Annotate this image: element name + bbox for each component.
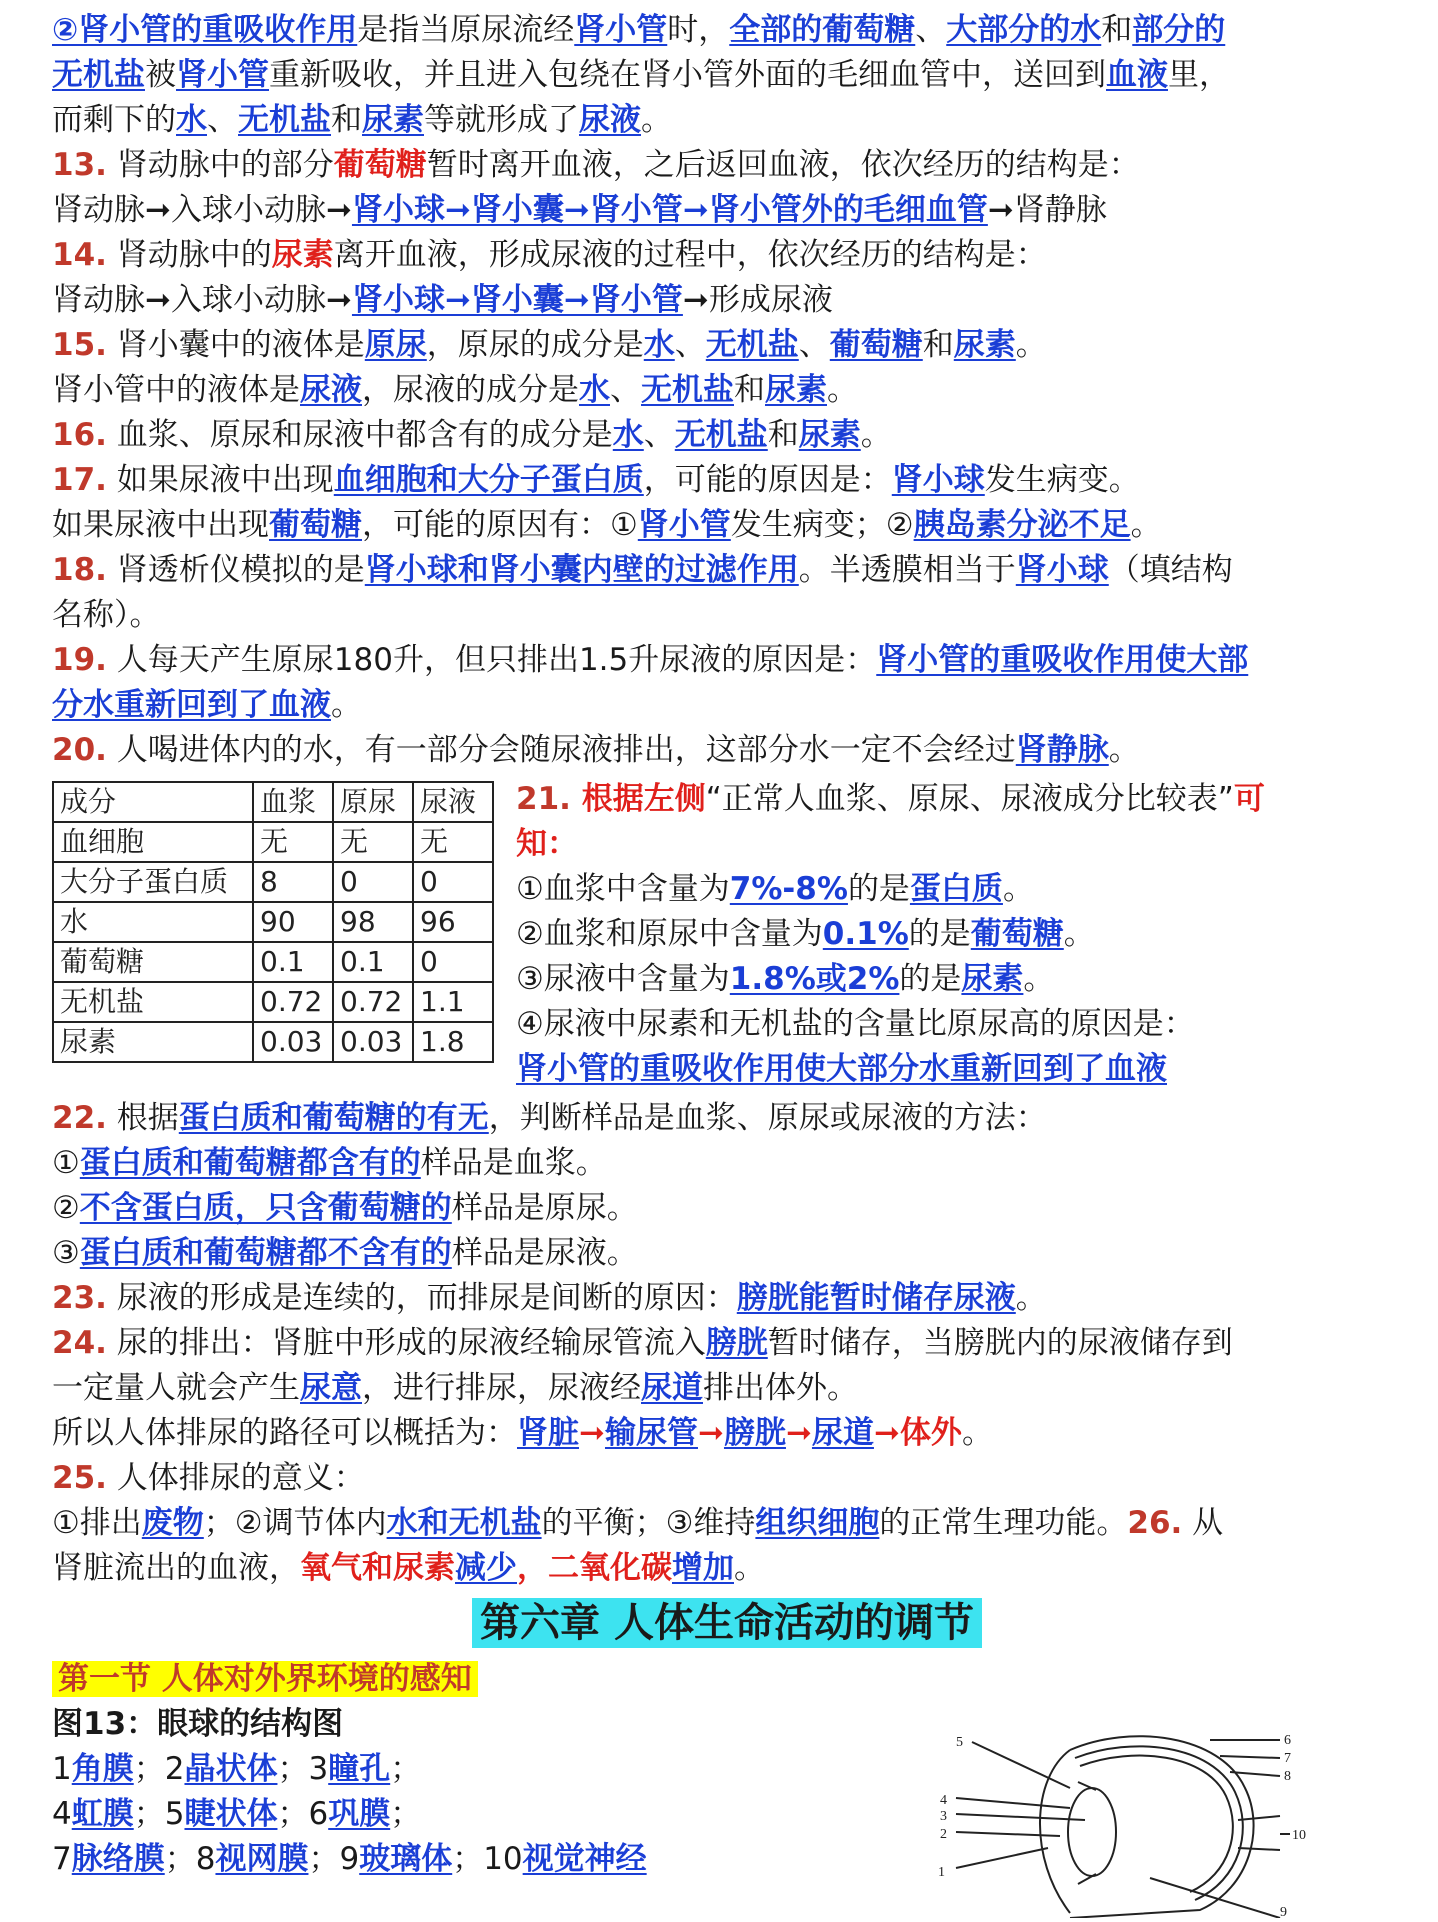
table-and-q21 xyxy=(52,777,1402,1092)
text: 人每天产生原尿180升，但只排出1.5升尿液的原因是： xyxy=(106,642,877,678)
answer: 组织细胞 xyxy=(755,1505,880,1541)
table-cell: 血细胞 xyxy=(53,822,253,862)
leader-line xyxy=(956,1832,1060,1836)
text: ➞形成尿液 xyxy=(682,282,833,318)
question-number: 14. xyxy=(52,237,107,273)
answer: 膀胱 xyxy=(723,1415,786,1451)
text: 发生病变；② xyxy=(730,507,914,543)
eye-label: 3 xyxy=(940,1809,947,1824)
text: ； xyxy=(390,1751,422,1787)
text: ； xyxy=(390,1796,422,1832)
optic-nerve-shape xyxy=(1238,1816,1280,1850)
p12-line-2 xyxy=(52,53,1402,98)
table-cell: 8 xyxy=(253,862,333,902)
q24-line-1 xyxy=(52,1321,1402,1366)
text: 的平衡；③维持 xyxy=(541,1505,756,1541)
text: 、 xyxy=(207,102,238,138)
answer: 0.1% xyxy=(822,916,909,952)
answer: 睫状体 xyxy=(184,1796,278,1832)
text: ；6 xyxy=(277,1796,329,1832)
text: 的正常生理功能。 xyxy=(879,1505,1128,1541)
text: 样品是原尿。 xyxy=(451,1190,638,1226)
q23-line xyxy=(52,1276,1402,1321)
table-cell: 0.1 xyxy=(253,942,333,982)
lens-shape xyxy=(1068,1788,1116,1876)
answer: 肾小管的重吸收作用使大部分水重新回到了血液 xyxy=(516,1051,1167,1087)
eye-label: 2 xyxy=(940,1827,947,1842)
text: ；8 xyxy=(164,1841,216,1877)
text: 从 xyxy=(1182,1505,1224,1541)
table-cell: 无 xyxy=(333,822,413,862)
text: 如果尿液中出现 xyxy=(106,462,334,498)
table-cell: 90 xyxy=(253,902,333,942)
text: （填结构 xyxy=(1108,552,1233,588)
q25-line-1 xyxy=(52,1456,1402,1501)
answer: ②肾小管的重吸收作用 xyxy=(52,12,358,48)
answer: 水 xyxy=(579,372,610,408)
answer: 晶状体 xyxy=(184,1751,278,1787)
text: 、 xyxy=(915,12,947,48)
composition-table xyxy=(52,781,494,1063)
question-number: 18. xyxy=(52,552,107,588)
eye-label: 4 xyxy=(940,1793,947,1808)
text: 和 xyxy=(767,417,799,453)
text: ② xyxy=(52,1190,80,1226)
section-title: 第一节 人体对外界环境的感知 xyxy=(52,1661,478,1697)
eye-label: 1 xyxy=(938,1865,945,1880)
choroid-shape xyxy=(1075,1746,1243,1900)
text: 。 xyxy=(1063,916,1095,952)
question-number: 25. xyxy=(52,1460,107,1496)
answer: 葡萄糖 xyxy=(970,916,1064,952)
text: 和 xyxy=(331,102,362,138)
q21-item-2 xyxy=(516,912,1386,957)
answer: 肾小球➞肾小囊➞肾小管➞肾小管外的毛细血管 xyxy=(351,192,988,228)
table-header-cell: 尿液 xyxy=(413,782,493,822)
answer: 肾小球和肾小囊内壁的过滤作用 xyxy=(364,552,799,588)
highlight: 根据左侧 xyxy=(570,781,706,817)
text: ；3 xyxy=(277,1751,329,1787)
question-number: 20. xyxy=(52,732,107,768)
text: 暂时储存，当膀胱内的尿液储存到 xyxy=(767,1325,1233,1361)
answer: 尿素 xyxy=(765,372,827,408)
arrow: ➞ xyxy=(697,1415,724,1451)
cornea-shape xyxy=(1040,1750,1070,1913)
table-cell: 0 xyxy=(413,942,493,982)
table-header-row xyxy=(53,782,493,822)
answer: 7%-8% xyxy=(729,871,848,907)
answer: 无机盐 xyxy=(674,417,768,453)
q21-item-4 xyxy=(516,1002,1386,1047)
q22-item-2 xyxy=(52,1186,1402,1231)
text: 名称）。 xyxy=(52,597,161,633)
q21-line-2 xyxy=(516,822,1386,867)
text: 的是 xyxy=(899,961,962,997)
answer: 无机盐 xyxy=(238,102,331,138)
text: ①排出 xyxy=(52,1505,142,1541)
text: ；②调节体内 xyxy=(203,1505,387,1541)
answer: 肾脏 xyxy=(517,1415,579,1451)
table-cell: 1.1 xyxy=(413,982,493,1022)
q21-block xyxy=(516,777,1386,1092)
answer: 巩膜 xyxy=(328,1796,391,1832)
text: 和 xyxy=(922,327,954,363)
table-row xyxy=(53,822,493,862)
table-cell: 无机盐 xyxy=(53,982,253,1022)
q20-line xyxy=(52,728,1402,773)
table-cell: 0.1 xyxy=(333,942,413,982)
answer: 肾小球 xyxy=(1015,552,1109,588)
arrow: ➞ xyxy=(873,1415,900,1451)
text: 、 xyxy=(798,327,830,363)
answer: 视觉神经 xyxy=(522,1841,647,1877)
answer: 尿道 xyxy=(811,1415,874,1451)
answer: 水和无机盐 xyxy=(386,1505,542,1541)
text: 肾透析仪模拟的是 xyxy=(106,552,365,588)
leader-line xyxy=(956,1798,1070,1808)
highlight: 体外 xyxy=(899,1415,962,1451)
text: 人喝进体内的水，有一部分会随尿液排出，这部分水一定不会经过 xyxy=(106,732,1016,768)
text: 肾动脉中的 xyxy=(106,237,272,273)
text: 尿液的形成是连续的，而排尿是间断的原因： xyxy=(106,1280,737,1316)
question-number: 21. xyxy=(516,781,571,817)
text: 4 xyxy=(52,1796,72,1832)
text: 。 xyxy=(641,102,672,138)
text: 尿的排出：肾脏中形成的尿液经输尿管流入 xyxy=(106,1325,706,1361)
text: ，判断样品是血浆、原尿或尿液的方法： xyxy=(488,1100,1047,1136)
answer: 尿素 xyxy=(961,961,1024,997)
text: 发生病变。 xyxy=(984,462,1140,498)
text: 肾动脉中的部分 xyxy=(106,147,334,183)
answer: 减少 xyxy=(455,1550,517,1586)
figure-title: 图13：眼球的结构图 xyxy=(52,1706,344,1742)
text: ；2 xyxy=(133,1751,185,1787)
table-cell: 0 xyxy=(413,862,493,902)
text: 和 xyxy=(734,372,765,408)
table-cell: 0.72 xyxy=(333,982,413,1022)
table-cell: 水 xyxy=(53,902,253,942)
table-row xyxy=(53,862,493,902)
q18-line-1 xyxy=(52,548,1402,593)
text: 肾动脉➞入球小动脉➞ xyxy=(52,192,352,228)
text: ；5 xyxy=(133,1796,185,1832)
answer: 肾静脉 xyxy=(1015,732,1109,768)
table-cell: 无 xyxy=(253,822,333,862)
text: 。 xyxy=(1108,732,1140,768)
text: ，原尿的成分是 xyxy=(426,327,644,363)
answer: 肾小球➞肾小囊➞肾小管 xyxy=(351,282,683,318)
answer: 肾小管 xyxy=(574,12,668,48)
text: 。 xyxy=(827,372,858,408)
answer: 胰岛素分泌不足 xyxy=(913,507,1131,543)
text: 。 xyxy=(1015,1280,1047,1316)
text: 重新吸收，并且进入包绕在肾小管外面的毛细血管中，送回到 xyxy=(269,57,1106,93)
text: 。 xyxy=(1015,327,1047,363)
text: 。 xyxy=(331,687,362,723)
leader-line xyxy=(1220,1756,1280,1758)
q24-line-3 xyxy=(52,1411,1402,1456)
text: 的是 xyxy=(847,871,910,907)
q21-item-4-answer xyxy=(516,1047,1386,1092)
text: 肾动脉➞入球小动脉➞ xyxy=(52,282,352,318)
highlight: 尿素 xyxy=(271,237,334,273)
text: 一定量人就会产生 xyxy=(52,1370,300,1406)
text: 血浆、原尿和尿液中都含有的成分是 xyxy=(106,417,613,453)
answer: 废物 xyxy=(141,1505,204,1541)
text: ③尿液中含量为 xyxy=(516,961,730,997)
answer: 肾小管 xyxy=(176,57,269,93)
answer: 蛋白质和葡萄糖都不含有的 xyxy=(79,1235,452,1271)
text: 7 xyxy=(52,1841,72,1877)
text: 人体排尿的意义： xyxy=(106,1460,365,1496)
table-cell: 0.72 xyxy=(253,982,333,1022)
text: ① xyxy=(52,1145,80,1181)
text: ，可能的原因有：① xyxy=(362,507,638,543)
answer: 虹膜 xyxy=(71,1796,134,1832)
section-heading xyxy=(52,1657,1402,1702)
q14-line-2 xyxy=(52,278,1402,323)
table-header-cell: 成分 xyxy=(53,782,253,822)
text: 等就形成了 xyxy=(424,102,579,138)
answer: 无机盐 xyxy=(641,372,734,408)
question-number: 23. xyxy=(52,1280,107,1316)
answer: 1.8%或2% xyxy=(729,961,900,997)
q24-line-2 xyxy=(52,1366,1402,1411)
text: 。 xyxy=(860,417,892,453)
table-cell: 1.8 xyxy=(413,1022,493,1062)
text: ②血浆和原尿中含量为 xyxy=(516,916,823,952)
chapter-title: 第六章 人体生命活动的调节 xyxy=(472,1598,982,1648)
highlight: 葡萄糖 xyxy=(333,147,427,183)
answer: 尿素 xyxy=(953,327,1016,363)
table-row xyxy=(53,1022,493,1062)
table-cell: 无 xyxy=(413,822,493,862)
table-cell: 大分子蛋白质 xyxy=(53,862,253,902)
table-row xyxy=(53,942,493,982)
answer: 脉络膜 xyxy=(71,1841,165,1877)
text: 、 xyxy=(674,327,706,363)
highlight: ，二氧化碳 xyxy=(517,1550,672,1586)
answer: 肾小管的重吸收作用使大部 xyxy=(876,642,1249,678)
q25-line-2 xyxy=(52,1501,1402,1546)
question-number: 19. xyxy=(52,642,107,678)
answer: 原尿 xyxy=(364,327,427,363)
answer: 肾小管 xyxy=(637,507,731,543)
text: 肾脏流出的血液， xyxy=(52,1550,300,1586)
answer: 尿道 xyxy=(641,1370,703,1406)
sclera-shape xyxy=(1070,1736,1254,1918)
answer: 分水重新回到了血液 xyxy=(52,687,331,723)
table-cell: 0.03 xyxy=(333,1022,413,1062)
text: ①血浆中含量为 xyxy=(516,871,730,907)
answer: 尿意 xyxy=(300,1370,362,1406)
text: 。 xyxy=(1002,871,1034,907)
table-cell: 0 xyxy=(333,862,413,902)
answer: 无机盐 xyxy=(52,57,145,93)
question-number: 15. xyxy=(52,327,107,363)
q21-line-1 xyxy=(516,777,1386,822)
answer: 增加 xyxy=(672,1550,734,1586)
text: 样品是尿液。 xyxy=(451,1235,638,1271)
text: 和 xyxy=(1101,12,1133,48)
q14-line-1 xyxy=(52,233,1402,278)
eye-label: 7 xyxy=(1284,1751,1291,1766)
arrow: ➞ xyxy=(579,1415,605,1451)
text: 里， xyxy=(1168,57,1230,93)
text: 离开血液，形成尿液的过程中，依次经历的结构是： xyxy=(333,237,1047,273)
answer: 瞳孔 xyxy=(328,1751,391,1787)
table-header-cell: 原尿 xyxy=(333,782,413,822)
eye-label: 10 xyxy=(1292,1828,1306,1843)
text: 、 xyxy=(643,417,675,453)
answer: 蛋白质和葡萄糖的有无 xyxy=(178,1100,489,1136)
text: 是指当原尿流经 xyxy=(357,12,575,48)
eye-label: 8 xyxy=(1284,1769,1291,1784)
text: 暂时离开血液，之后返回血液，依次经历的结构是： xyxy=(426,147,1140,183)
answer: 玻璃体 xyxy=(359,1841,453,1877)
q22-line-1 xyxy=(52,1096,1402,1141)
text: ➞肾静脉 xyxy=(987,192,1107,228)
answer: 水 xyxy=(612,417,644,453)
q19-line-1 xyxy=(52,638,1402,683)
q13-line-2 xyxy=(52,188,1402,233)
answer: 尿液 xyxy=(579,102,641,138)
table-cell: 96 xyxy=(413,902,493,942)
leader-line xyxy=(956,1814,1085,1820)
iris-shape xyxy=(1078,1782,1096,1884)
answer: 无机盐 xyxy=(705,327,799,363)
q21-item-3 xyxy=(516,957,1386,1002)
table-cell: 98 xyxy=(333,902,413,942)
q26-line xyxy=(52,1546,1402,1591)
table-row xyxy=(53,902,493,942)
text: ，进行排尿，尿液经 xyxy=(362,1370,641,1406)
text: ；10 xyxy=(452,1841,523,1877)
text: 而剩下的 xyxy=(52,102,176,138)
text: 样品是血浆。 xyxy=(420,1145,607,1181)
leader-line xyxy=(956,1848,1048,1868)
arrow: ➞ xyxy=(785,1415,812,1451)
eye-diagram xyxy=(920,1728,1340,1918)
text: ，可能的原因是： xyxy=(643,462,892,498)
table-row xyxy=(53,982,493,1022)
answer: 角膜 xyxy=(71,1751,134,1787)
q15-line-1 xyxy=(52,323,1402,368)
p12-line-3 xyxy=(52,98,1402,143)
answer: 膀胱能暂时储存尿液 xyxy=(736,1280,1016,1316)
chapter-heading xyxy=(52,1595,1402,1651)
text: 被 xyxy=(145,57,176,93)
text: 、 xyxy=(610,372,641,408)
eye-label: 6 xyxy=(1284,1733,1291,1748)
table-cell: 尿素 xyxy=(53,1022,253,1062)
q15-line-2 xyxy=(52,368,1402,413)
highlight: 知： xyxy=(516,826,578,862)
question-number: 22. xyxy=(52,1100,107,1136)
text: 肾小囊中的液体是 xyxy=(106,327,365,363)
eye-diagram-svg xyxy=(920,1728,1340,1918)
text: ，尿液的成分是 xyxy=(362,372,579,408)
question-number: 13. xyxy=(52,147,107,183)
text: 肾小管中的液体是 xyxy=(52,372,300,408)
text: 如果尿液中出现 xyxy=(52,507,269,543)
q17-line-1 xyxy=(52,458,1402,503)
text: 。 xyxy=(961,1415,993,1451)
text: 所以人体排尿的路径可以概括为： xyxy=(52,1415,517,1451)
answer: 葡萄糖 xyxy=(829,327,923,363)
answer: 肾小球 xyxy=(891,462,985,498)
q19-line-2 xyxy=(52,683,1402,728)
answer: 蛋白质和葡萄糖都含有的 xyxy=(79,1145,421,1181)
text: 。 xyxy=(1130,507,1162,543)
text: 时， xyxy=(667,12,730,48)
answer: 尿液 xyxy=(300,372,362,408)
text: 。 xyxy=(1023,961,1055,997)
answer: 不含蛋白质，只含葡萄糖的 xyxy=(79,1190,452,1226)
answer: 血细胞和大分子蛋白质 xyxy=(333,462,644,498)
p12-line-1 xyxy=(52,8,1402,53)
answer: 血液 xyxy=(1106,57,1168,93)
answer: 尿素 xyxy=(798,417,861,453)
answer: 部分的 xyxy=(1132,12,1226,48)
answer: 大部分的水 xyxy=(946,12,1102,48)
answer: 水 xyxy=(643,327,675,363)
eye-label: 9 xyxy=(1280,1905,1287,1918)
question-number: 26. xyxy=(1127,1505,1183,1541)
eye-label: 5 xyxy=(956,1735,963,1750)
table-cell: 葡萄糖 xyxy=(53,942,253,982)
answer: 膀胱 xyxy=(705,1325,768,1361)
answer: 尿素 xyxy=(362,102,424,138)
text: 。半透膜相当于 xyxy=(798,552,1016,588)
question-number: 17. xyxy=(52,462,107,498)
answer: 蛋白质 xyxy=(909,871,1003,907)
text: 1 xyxy=(52,1751,72,1787)
highlight: 氧气和尿素 xyxy=(300,1550,455,1586)
question-number: 24. xyxy=(52,1325,107,1361)
q13-line-1 xyxy=(52,143,1402,188)
q21-item-1 xyxy=(516,867,1386,912)
answer: 输尿管 xyxy=(604,1415,698,1451)
q22-item-1 xyxy=(52,1141,1402,1186)
answer: 视网膜 xyxy=(215,1841,309,1877)
text: 排出体外。 xyxy=(703,1370,858,1406)
q22-item-3 xyxy=(52,1231,1402,1276)
answer: 全部的葡萄糖 xyxy=(729,12,916,48)
highlight: 可 xyxy=(1233,781,1265,817)
q18-line-2 xyxy=(52,593,1402,638)
text: 。 xyxy=(734,1550,765,1586)
table-cell: 0.03 xyxy=(253,1022,333,1062)
answer: 水 xyxy=(176,102,207,138)
answer: 葡萄糖 xyxy=(269,507,362,543)
document-page xyxy=(52,8,1402,1882)
text: ③ xyxy=(52,1235,80,1271)
question-number: 16. xyxy=(52,417,107,453)
text: ；9 xyxy=(308,1841,360,1877)
q17-line-2 xyxy=(52,503,1402,548)
text: 根据 xyxy=(106,1100,179,1136)
text: 的是 xyxy=(908,916,971,952)
table-header-cell: 血浆 xyxy=(253,782,333,822)
text: ④尿液中尿素和无机盐的含量比原尿高的原因是： xyxy=(516,1006,1195,1042)
text: “正常人血浆、原尿、尿液成分比较表” xyxy=(705,781,1234,817)
q16-line xyxy=(52,413,1402,458)
